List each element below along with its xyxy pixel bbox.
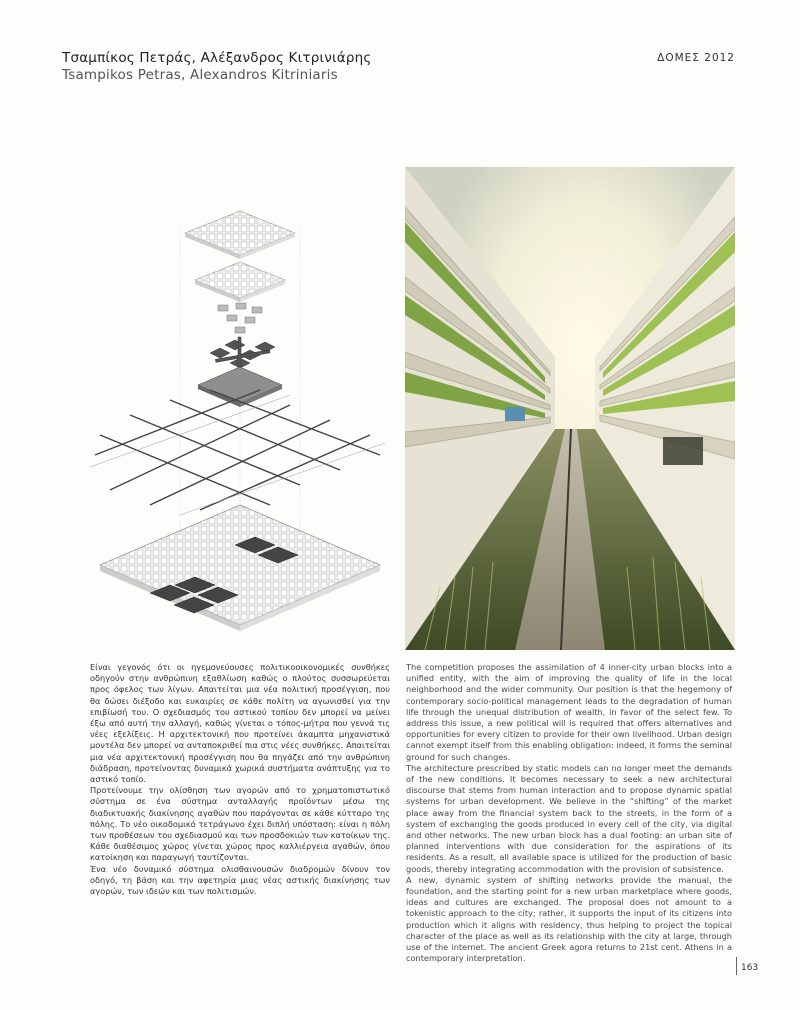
layer-bottom-grid — [100, 505, 380, 631]
street-rendering — [405, 167, 735, 650]
greek-text-column — [90, 662, 390, 897]
page-number: 163 — [741, 963, 759, 973]
authors-latin: Tsampikos Petras, Alexandros Kitriniaris — [62, 67, 338, 83]
authors-greek: Τσαμπίκος Πετράς, Αλέξανδρος Κιτρινιάρης — [62, 50, 372, 66]
layer-top-grid — [185, 211, 295, 259]
axonometric-diagram — [90, 205, 390, 635]
page-number-rule — [736, 957, 737, 975]
layer-dark-crosses — [210, 337, 275, 372]
greek-paragraph: Είναι γεγονός ότι οι ηγεμονεύουσες πολιτικοοικονομικές συνθήκες οδηγούν στην ανθρώπινη εξαθλίωση καθώς ο πλούτος συσσωρεύεται προς όφελος των λίγων. Απαιτείται μια νέα πολιτική προσέγγιση, που θα δώσει διέξοδο και ευκαιρίες σε κάθε πολίτη να αγωνισθεί για την επιβίωσή του. Ο σχεδιασμός του αστικού τοπίου δεν μπορεί να μείνει έξω από αυτή την αλλαγή, καθώς γίνεται ο τόπος-μήτρα που γεννά τις νέες εξελίξεις. Η αρχιτεκτονική που προτείνει άκαμπτα μηχανιστικά μοντέλα δεν μπορεί να ανταποκριθεί πια στις νέες συνθήκες. Απαιτείται μια νέα αρχιτεκτονική προσέγγιση που θα πηγάζει από την ανθρώπινη διάδραση, προτείνοντας δυναμικά χωρικά συστήματα ανάπτυξης για το αστικό τοπίο. — [90, 662, 390, 785]
english-paragraph: The architecture prescribed by static models can no longer meet the demands of the new conditions. It becomes necessary to seek a new architectural discourse that stems from human interaction and to propose dynamic spatial systems for urban development. We believe in the “shifting” of the market place away from the financial system back to the streets, in the form of a system of exchanging the goods produced in every cell of the city, via digital and other networks. The new urban block has a dual footing: an urban site of planned interventions with due consideration for the aspirations of its residents. As a result, all available space is utilized for the production of basic goods, thereby integrating accommodation with the provision of subsistence. — [406, 762, 732, 874]
greek-paragraph: Προτείνουμε την ολίσθηση των αγορών από το χρηματοπιστωτικό σύστημα σε ένα σύστημα ανταλλαγής προϊόντων μέσω της διαδικτυακής διακίνησης αγαθών που παράγονται σε κάθε κύτταρο της πόλης. Το νέο οικοδομικό τετράγωνο έχει διπλή υπόσταση: είναι η πόλη των προθέσεων του σχεδιασμού και των προσδοκιών των κατοίκων της. Κάθε διαθέσιμος χώρος γίνεται χώρος προς καλλιέργεια αγαθών, όπου κατοίκηση και παραγωγή ταυτίζονται. — [90, 785, 390, 863]
axonometric-diagram-svg — [90, 205, 390, 635]
english-paragraph: A new, dynamic system of shifting networks provide the manual, the foundation, and the starting point for a new urban marketplace where goods, ideas and cultures are exchanged. The proposal does not amount to a tokenistic approach to the city; rather, it supports the input of its citizens into production which it aligns with residency, thus helping to project the topical character of the place as well as its relationship with the city at large, through use of the internet. The ancient Greek agora returns to 21st cent. Athens in a contemporary interpretation. — [406, 874, 732, 964]
greek-paragraph: Ένα νέο δυναμικό σύστημα ολισθαινουσών διαδρομών δίνουν τον οδηγό, τη βάση και την αφετηρία μιας νέας αστικής διακίνησης των αγορών, των ιδεών και των πολιτισμών. — [90, 863, 390, 897]
magazine-title: ΔΟΜΕΣ 2012 — [657, 52, 735, 64]
english-text-column — [406, 662, 732, 964]
awning — [505, 407, 525, 421]
layer-second-grid — [195, 262, 285, 302]
street-rendering-svg — [405, 167, 735, 650]
english-paragraph: The competition proposes the assimilation of 4 inner-city urban blocks into a unified entity, with the aim of improving the quality of life in the local neighborhood and the wider community. Our position is that the hegemony of contemporary socio-political management leads to the degradation of human life through the unequal distribution of wealth, in favor of the select few. To address this issue, a new political will is required that offers alternatives and opportunities for every citizen to provide for their own livelihood. Urban design cannot exempt itself from this enabling obligation: indeed, it forms the seminal ground for such changes. — [406, 662, 732, 762]
layer-road-thin-lines — [90, 395, 385, 515]
